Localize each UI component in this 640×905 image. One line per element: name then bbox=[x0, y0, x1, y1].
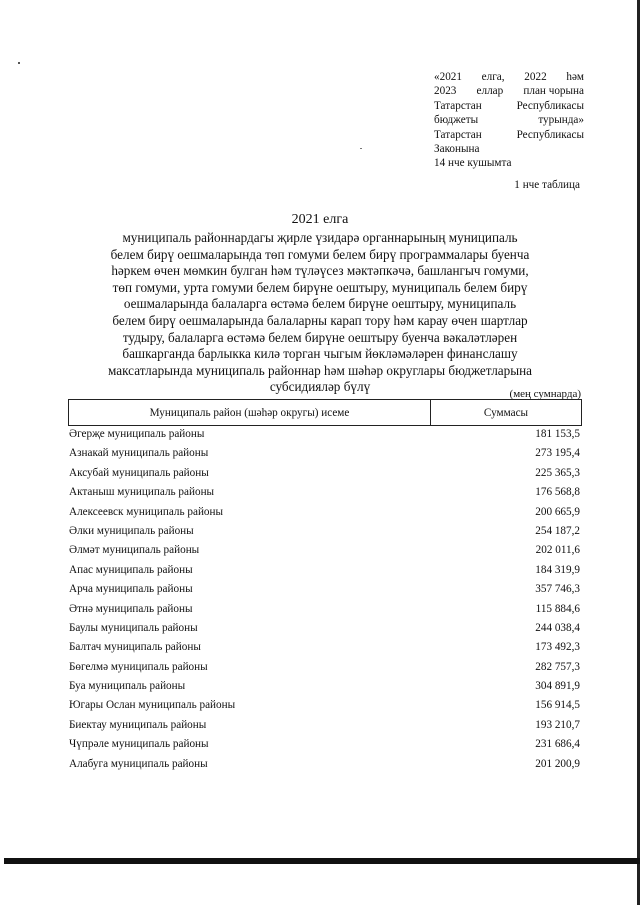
amount-value: 115 884,6 bbox=[535, 602, 580, 615]
table-row bbox=[68, 757, 582, 776]
scan-speck bbox=[360, 148, 362, 149]
district-name: Әлмәт муниципаль районы bbox=[69, 544, 200, 557]
table-row bbox=[68, 446, 582, 465]
header-word: «2021 bbox=[434, 71, 462, 83]
header-word: 2023 bbox=[434, 85, 457, 98]
header-line bbox=[434, 142, 584, 156]
column-header-sum: Суммасы bbox=[483, 406, 529, 419]
amount-value: 184 319,9 bbox=[535, 563, 580, 576]
header-word: Республикасы bbox=[516, 128, 584, 141]
header-word: Законына bbox=[434, 143, 480, 156]
table-row bbox=[68, 737, 582, 756]
scan-speck bbox=[18, 62, 20, 64]
district-name: Әтнә муниципаль районы bbox=[69, 602, 193, 615]
table-number: 1 нче таблица bbox=[514, 179, 580, 191]
amount-value: 200 665,9 bbox=[535, 505, 580, 518]
header-word: Татарстан bbox=[434, 128, 482, 141]
table-row bbox=[68, 485, 582, 504]
table-row bbox=[68, 640, 582, 659]
amount-value: 357 746,3 bbox=[535, 583, 580, 596]
district-name: Югары Ослан муниципаль районы bbox=[69, 699, 236, 712]
header-line bbox=[434, 70, 584, 84]
header-line bbox=[434, 99, 584, 113]
header-word: 14 нче кушымта bbox=[434, 157, 512, 170]
amount-value: 231 686,4 bbox=[535, 738, 580, 751]
amount-value: 304 891,9 bbox=[535, 680, 580, 693]
header-word: Татарстан bbox=[434, 99, 482, 112]
header-line bbox=[434, 156, 584, 170]
column-header-name: Муниципаль район (шәһәр округы) исеме bbox=[69, 400, 431, 425]
table-row bbox=[68, 679, 582, 698]
table-row bbox=[68, 563, 582, 582]
district-name: Балтач муниципаль районы bbox=[69, 641, 201, 654]
table-row bbox=[68, 582, 582, 601]
district-name: Арча муниципаль районы bbox=[69, 583, 193, 596]
amount-value: 202 011,6 bbox=[535, 544, 580, 557]
table-row bbox=[68, 698, 582, 717]
district-name: Аксубай муниципаль районы bbox=[69, 466, 209, 479]
amount-value: 173 492,3 bbox=[535, 641, 580, 654]
district-name: Бөгелмә муниципаль районы bbox=[69, 660, 208, 673]
table-row bbox=[68, 505, 582, 524]
amount-value: 282 757,3 bbox=[535, 660, 580, 673]
district-name: Азнакай муниципаль районы bbox=[69, 447, 209, 460]
title-year: 2021 елга bbox=[291, 212, 349, 227]
header-word: Республикасы bbox=[516, 99, 584, 112]
units-label: (мең сумнарда) bbox=[509, 388, 581, 400]
table-row bbox=[68, 621, 582, 640]
table-row bbox=[68, 718, 582, 737]
table-row bbox=[68, 466, 582, 485]
appendix-reference bbox=[434, 70, 584, 171]
amount-value: 176 568,8 bbox=[535, 486, 580, 499]
amount-value: 273 195,4 bbox=[535, 447, 580, 460]
district-name: Биектау муниципаль районы bbox=[69, 718, 207, 731]
district-name: Апас муниципаль районы bbox=[69, 563, 193, 576]
header-word: план чорына bbox=[523, 85, 584, 98]
district-name: Әлки муниципаль районы bbox=[69, 524, 194, 537]
district-name: Чүпрәле муниципаль районы bbox=[69, 738, 209, 751]
header-word: һәм bbox=[566, 71, 584, 83]
table-row bbox=[68, 660, 582, 679]
amount-value: 254 187,2 bbox=[535, 524, 580, 537]
header-word: елга, bbox=[481, 71, 505, 83]
amount-value: 201 200,9 bbox=[535, 757, 580, 770]
header-line bbox=[434, 128, 584, 142]
table-header bbox=[68, 399, 582, 426]
district-name: Буа муниципаль районы bbox=[69, 680, 186, 693]
district-name: Алексеевск муниципаль районы bbox=[69, 505, 224, 518]
header-word: бюджеты bbox=[434, 114, 479, 127]
table-body bbox=[68, 427, 582, 776]
district-name: Әгерҗе муниципаль районы bbox=[69, 428, 205, 440]
header-word: 2022 bbox=[524, 71, 547, 83]
amount-value: 193 210,7 bbox=[535, 718, 580, 731]
amount-value: 156 914,5 bbox=[535, 699, 580, 712]
table-row bbox=[68, 524, 582, 543]
header-word: турында» bbox=[538, 114, 584, 127]
amount-value: 181 153,5 bbox=[535, 428, 580, 440]
district-name: Актаныш муниципаль районы bbox=[69, 486, 215, 499]
table-row bbox=[68, 427, 582, 446]
amount-value: 225 365,3 bbox=[535, 466, 580, 479]
document-title: муниципаль районнардагы җирле үзидарә органнарының муниципаль белем бирү оешмаларында төп гомуми белем бирү программалары буенча һәркем өчен мөмкин булган һәм түләүсез мәктәпкәчә, башлангыч гомуми, төп гомуми, урта гомуми белем бирүне оештыру, муниципаль белем бирү оешмаларында балаларга өстәмә белем бирүне оештыру, муниципаль белем бирү оешмаларында балаларны карап тору һәм карау өчен шартлар тудыру, балаларга өстәмә белем бирүне оештыру буенча вәкаләтләрен башкарганда барлыкка килә торган чыгым йөкләмәләрен финанслашу максатларында муниципаль районнар һәм шәһәр округлары бюджетларына субсидияләр бүлү bbox=[108, 230, 532, 395]
scan-edge bbox=[4, 858, 640, 864]
table-row bbox=[68, 543, 582, 562]
table-row bbox=[68, 602, 582, 621]
district-name: Баулы муниципаль районы bbox=[69, 621, 198, 634]
amount-value: 244 038,4 bbox=[535, 621, 580, 634]
header-line bbox=[434, 84, 584, 98]
header-word: еллар bbox=[476, 85, 504, 98]
header-line bbox=[434, 113, 584, 127]
district-name: Алабуга муниципаль районы bbox=[69, 757, 208, 770]
